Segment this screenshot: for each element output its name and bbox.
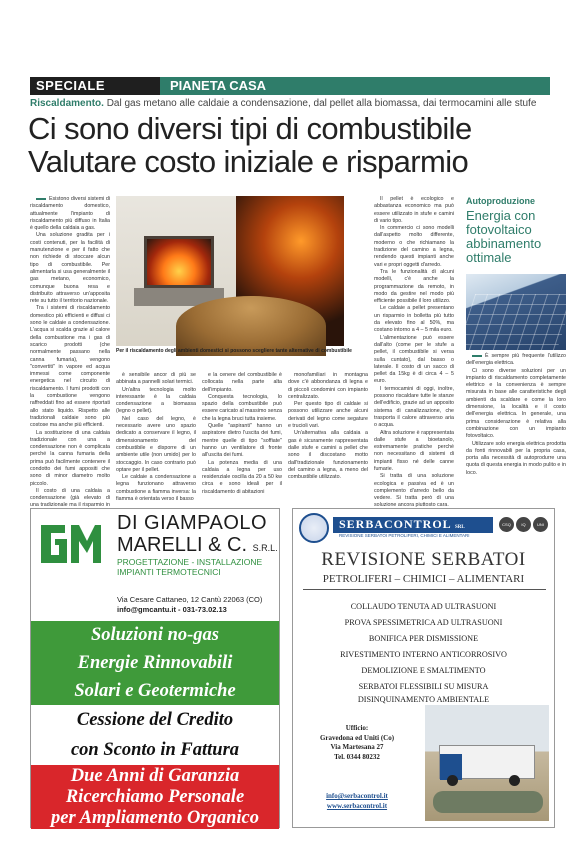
service-item: SERBATOI FLESSIBILI SU MISURA [358,682,489,691]
paragraph: Un'alternativa alla caldaia a gas è sicuramente rappresentata dalle stufe e camini a pellet che sono il discostano motto dall'tradizionale funzionamento del camino a legna, a meno del combustibile utilizzato. [288,430,368,481]
fireplace-flame [144,236,214,288]
paragraph: monofamiliari in montagna dove c'è abbondanza di legna e di piccoli condomini con impianto centralizzato. [288,372,368,400]
email-link[interactable]: info@serbacontrol.it [326,792,388,800]
service-item: BONIFICA PER DISMISSIONE [368,634,479,643]
solar-panel-image [466,274,566,350]
advert-band: Solari e Geotermiche [31,677,279,705]
tagline-line-1: PROGETTAZIONE - INSTALLAZIONE [117,557,263,567]
advert-band: per Ampliamento Organico [31,808,279,829]
brand-subline: REVISIONE SERBATOI PETROLIFERI, CHIMICI E ALIMENTARI [339,533,470,538]
certification-badge-icon: CSQ [499,517,514,532]
sidebar-label: Autoproduzione [466,196,535,206]
photo-caption: Per il riscaldamento degli ambienti domestici si possono scegliere tante alternative di combustibile [116,348,352,354]
paragraph: I termocamini di oggi, inoltre, possono riscaldare tutte le stanze dell'edificio, grazie ad un apposito sistema di canalizzazione, che trasporta il calore attraverso aria o acqua. [374,385,454,429]
contact-links [293,791,421,811]
headline-line-2: Valutare costo iniziale e risparmio [28,144,469,179]
advert-band: Due Anni di Garanzia [31,765,279,787]
service-item: DEMOLIZIONE E SMALTIMENTO [361,666,486,675]
office-street: Via Martesana 27 [330,743,384,751]
certification-badges [499,517,548,532]
tagline-line-2: IMPIANTI TERMOTECNICI [117,567,221,577]
truck-body [439,745,535,779]
office-city: Gravedona ed Uniti (Co) [319,733,395,742]
paragraph: Una soluzione gradita per i costi contenuti, per la facilità di manutenzione e per il fatto che non richiede di stoccare alcun tipo di combustibile. Per alimentarla si usa generalmente il gas metano, economico, comunque buona resa e distribuito attraverso un'apposita rete su tutto il territorio nazionale. [30,232,110,305]
paragraph: Esistono diversi sistemi di riscaldamento domestico, attualmente l'impianto di riscaldamento più diffuso in Italia è quello della caldaia a gas. [30,196,110,232]
paragraph: Nel caso del legno, è necessario avere uno spazio dedicato a conservare il legno, il dimensionamento del combustibile e disporre di un ambiente utile (non umido) per lo stoccaggio. In caso contrario può optare per il pellet. [116,415,196,473]
service-item: RIVESTIMENTO INTERNO ANTICORROSIVO [340,650,507,659]
paragraph: Un'altra tecnologia molto interessante è la caldaia condensazione a biomassa (legno o pellet). [116,386,196,415]
company-name: MARELLI & C. [117,534,248,556]
article-column-4 [288,372,368,481]
tank-truck-image [425,705,549,821]
certification-badge-icon: IQ [516,517,531,532]
company-tagline [117,557,262,577]
paragraph: La sostituzione di una caldaia tradizionale con una a condensazione non è complicata perché la canna fumaria della prima può facilmente contenere il condotto dei fumi appositi che sono di minor diametro molto piccolo. [30,429,110,487]
advert-band: Energie Rinnovabili [31,649,279,677]
office-label: Ufficio: [345,724,369,732]
kicker-lead: Riscaldamento. [30,98,104,109]
paragraph: Il costo di una caldaia a condensazione (già elevato di una tradizionale ma il risparmio in [30,487,110,509]
advert-header [31,509,279,587]
paragraph: Le caldaie a condensazione a legna funzionano attraverso combustione a fiamma inversa: la fiamma è orientata verso il basso [116,474,196,503]
article-column-2 [116,372,196,503]
paragraph: Quelle "aspiranti" hanno un aspiratore dietro l'uscita dei fumi, mentre quelle di tipo "soffiate" hanno un ventilatore di fronte all'uscita dei fumi. [202,423,282,459]
gm-logo-icon [39,519,103,567]
paragraph: e la cenere del combustibile è collocata nella parte alta dell'impianto. [202,372,282,393]
truck-wheel [509,775,520,786]
advert-subtitle: PETROLIFERI – CHIMICI – ALIMENTARI [322,573,525,585]
paragraph: Il pellet è ecologico e abbastanza economico ma può essere utilizzato in stufe e camini di vario tipo. [374,196,454,224]
paragraph: Si tratta di una soluzione ecologica e passiva ed è un complemento d'arredo bello da vedere. Si tratta però di una soluzione ancora piuttosto cara. [374,473,454,509]
company-suffix: S.R.L. [252,543,278,553]
paragraph: Conquesta tecnologia, lo spazio della combustibile può essere caricato al massimo senza che la legna bruci tutta insieme. [202,393,282,422]
sidebar-body [466,353,566,477]
sidebar-headline: Energia con fotovoltaico abbinamento ottimale [466,208,542,265]
article-kicker [30,98,555,109]
advert-band: Ricerchiamo Personale [31,787,279,808]
truck-wheel [447,775,458,786]
sidebar-box [466,196,566,265]
divider [303,589,546,590]
pellet-pile-image [176,296,326,356]
company-name-line-1: DI GIAMPAOLO [117,512,268,534]
brand-name: SERBACONTROL [339,517,452,531]
service-item: PROVA SPESSIMETRICA AD ULTRASUONI [344,618,503,627]
advert-title: REVISIONE SERBATOI [321,549,526,570]
article-column-5 [374,196,454,509]
paragraph: La potenza media di una caldaia a legna per uso residenziale oscilla da 20 a 50 kw circa e sono ideali per il riscaldamento di abitazioni [202,459,282,495]
article-photo [116,196,344,346]
company-address: Via Cesare Cattaneo, 12 Cantù 22063 (CO) [117,595,263,604]
solar-panel-grid [457,294,575,350]
serbacontrol-emblem-icon [299,513,329,543]
article-headline [28,112,553,178]
advert-marelli [30,508,280,828]
brand-suffix: SRL [455,525,465,530]
headline-line-1: Ci sono diversi tipi di combustibile [28,111,472,146]
section-header [30,77,550,95]
office-block [293,724,421,762]
office-phone: Tel. 0344 80232 [334,752,380,761]
company-contact: info@gmcantu.it - 031-73.02.13 [117,604,227,614]
subsection-label: PIANETA CASA [160,77,550,95]
article-column-1 [30,196,110,509]
article-column-3 [202,372,282,495]
advert-band: con Sconto in Fattura [31,735,279,765]
section-label: SPECIALE [30,77,160,95]
brand-bar [333,517,493,533]
kicker-text: Dal gas metano alle caldaie a condensazione, dal pellet alla biomassa, dai termocamini alle stufe [103,98,537,109]
advert-band: Cessione del Credito [31,705,279,735]
service-item: COLLAUDO TENUTA AD ULTRASUONI [350,602,497,611]
tank-image [433,791,543,813]
advert-serbacontrol [292,508,555,828]
company-name-line-2 [117,534,278,557]
paragraph: In commercio ci sono modelli dall'aspetto molto differente, moderno o che richiamano la tradizione del camino a legna, rendendo questi impianti anche vari e propri oggetti d'arredo. [374,225,454,268]
paragraph: Ci sono diverse soluzioni per un impianto di riscaldamento completamente elettrico e la convenienza è sempre misurata in base alle caratteristiche degli ambienti da scaldare e come la loro dimensione, la località e il costo dell'energia elettrica. In generale, una prima considerazione è relativa alla combinazione con un impianto fotovoltaico. [466,367,566,440]
paragraph: Per questo tipo di caldaie si possono utilizzare anche alcuni derivati del legno come segature e trucioli vari. [288,401,368,430]
service-item: DISINQUINAMENTO AMBIENTALE [357,695,490,704]
services-list [293,599,554,695]
advert-band: Soluzioni no-gas [31,621,279,649]
paragraph: Tra i sistemi di riscaldamento domestico più efficienti e diffusi ci sono le caldaie a condensazione. L'acqua si scalda grazie al calore della combustione ma i gas di scarico prodotti (che normalmente passano nella canna fumaria), vengono "convertiti" in vapore ed acqua immessi come componente energetica nel circuito di riscaldamento. I fumi prodotti con la combustione vengono raffreddati fino ad essere riportati allo stato liquido. Rispetto alle tradizionali caldaie sono più costose ma anche più efficienti. [30,305,110,429]
paragraph: È sempre più frequente l'utilizzo dell'energia elettrica. [466,353,566,367]
paragraph: Utilizzare solo energia elettrica prodotta da fonti rinnovabili per la propria casa, porta alla necessità di autoprodurre una quota di questa energia in modo pulito e in loco. [466,440,566,476]
certification-badge-icon: UNI [533,517,548,532]
website-link[interactable]: www.serbacontrol.it [326,802,388,810]
paragraph: Altra soluzione è rappresentata dalle stufe a bioetanolo, estremamente pratiche perché non necessitano di sistemi di impianti fisso né delle canne fumarie. [374,429,454,472]
paragraph: è sensibile ancor di più se abbinata a pannelli solari termici. [116,372,196,386]
company-address-block [117,595,262,614]
paragraph: Le caldaie a pellet presentano un risparmio in bolletta più tutto da elevato fino al 50%, ma costano intorno a 4 – 5 mila euro. [374,305,454,334]
paragraph: L'alimentazione può essere dall'alto (come per le stufe a pellet, il combustibile si versa sulla cuntato), dal basso o laterale. Il costo di un sacco di pellet da 15kg è di circa 4 – 5 euro. [374,334,454,385]
paragraph: Tra le funzionalità di alcuni modelli, c'è anche la programmazione da remoto, in modo da gestire nel modo più efficiente possibile il loro utilizzo. [374,268,454,305]
